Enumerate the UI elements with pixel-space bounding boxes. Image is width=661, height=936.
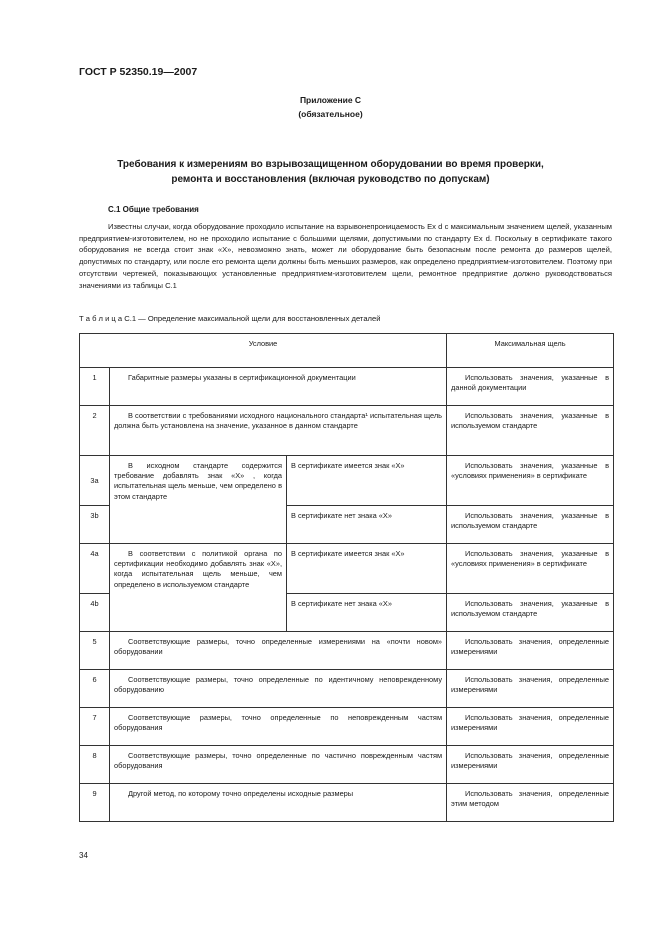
table-row xyxy=(80,670,614,708)
row-condition: Соответствующие размеры, точно определенные измерениями на «почти новом» оборудовании xyxy=(110,632,447,670)
row-result: Использовать значения, определенные измерениями xyxy=(447,746,614,784)
row-result: Использовать значения, указанные в используемом стандарте xyxy=(447,594,614,632)
row-result: Использовать значения, определенные измерениями xyxy=(447,632,614,670)
row-result: Использовать значения, определенные измерениями xyxy=(447,670,614,708)
row-number: 3b xyxy=(80,506,110,544)
row-condition: Соответствующие размеры, точно определенные по идентичному неповрежденному оборудованию xyxy=(110,670,447,708)
row-number: 2 xyxy=(80,406,110,456)
annex-main-title xyxy=(0,157,661,187)
table-row xyxy=(80,456,614,506)
row-number: 5 xyxy=(80,632,110,670)
row-subcondition: В сертификате нет знака «Х» xyxy=(287,506,447,544)
row-result: Использовать значения, определенные этим методом xyxy=(447,784,614,822)
row-result: Использовать значения, указанные в «условиях применения» в сертификате xyxy=(447,544,614,594)
row-number: 6 xyxy=(80,670,110,708)
row-condition: В исходном стандарте содержится требование добавлять знак «Х» , когда испытательная щель меньше, чем определено в этом стандарте xyxy=(110,456,287,544)
table-caption: Т а б л и ц а С.1 — Определение максимальной щели для восстановленных деталей xyxy=(79,314,381,323)
row-condition: Соответствующие размеры, точно определенные по частично поврежденным частям оборудования xyxy=(110,746,447,784)
annex-title: Приложение С xyxy=(299,95,362,105)
row-condition: Другой метод, по которому точно определены исходные размеры xyxy=(110,784,447,822)
row-number: 7 xyxy=(80,708,110,746)
row-result: Использовать значения, указанные в используемом стандарте xyxy=(447,506,614,544)
table-row xyxy=(80,746,614,784)
header-max-gap: Максимальная щель xyxy=(447,334,614,368)
row-number: 3a xyxy=(80,456,110,506)
gap-requirements-table xyxy=(79,333,614,822)
annex-main-title-line-2: ремонта и восстановления (включая руководство по допускам) xyxy=(171,174,490,185)
document-header: ГОСТ Р 52350.19—2007 xyxy=(79,66,198,78)
row-condition: Соответствующие размеры, точно определенные по неповрежденным частям оборудования xyxy=(110,708,447,746)
row-number: 8 xyxy=(80,746,110,784)
row-result: Использовать значения, определенные измерениями xyxy=(447,708,614,746)
table-row xyxy=(80,708,614,746)
row-subcondition: В сертификате нет знака «Х» xyxy=(287,594,447,632)
row-result: Использовать значения, указанные в «условиях применения» в сертификате xyxy=(447,456,614,506)
row-number: 4a xyxy=(80,544,110,594)
row-result: Использовать значения, указанные в данной документации xyxy=(447,368,614,406)
section-paragraph: Известны случаи, когда оборудование проходило испытание на взрывонепроницаемость Ex d с максимальным значением щелей, указанным предприятием-изготовителем, но не проходило испытание с большими щелями, допустимыми по стандарту Ex d. Поскольку в сертификате такого оборудования не всегда стоит знак «Х», невозможно знать, может ли оборудование быть безопасным после ремонта до размеров щелей, допустимых по стандарту, или после его ремонта щели должны быть меньших размеров, как определено предприятием-изготовителем. Поэтому при отсутствии чертежей, показывающих установленные предприятием-изготовителем щели, ремонтное предприятие должно руководствоваться значениями из таблицы С.1 xyxy=(79,222,612,290)
table-row xyxy=(80,406,614,456)
table-row xyxy=(80,368,614,406)
row-number: 9 xyxy=(80,784,110,822)
annex-status: (обязательное) xyxy=(298,109,363,119)
row-result: Использовать значения, указанные в используемом стандарте xyxy=(447,406,614,456)
annex-main-title-line-1: Требования к измерениям во взрывозащищенном оборудовании во время проверки, xyxy=(117,159,544,170)
header-condition: Условие xyxy=(80,334,447,368)
section-body xyxy=(79,221,612,291)
row-number: 1 xyxy=(80,368,110,406)
table-row xyxy=(80,784,614,822)
row-condition: В соответствии с политикой органа по сертификации необходимо добавлять знак «Х», когда испытательная щель меньше, чем определено в используемом стандарте xyxy=(110,544,287,632)
page-number: 34 xyxy=(79,851,88,860)
row-number: 4b xyxy=(80,594,110,632)
table-header-row xyxy=(80,334,614,368)
row-subcondition: В сертификате имеется знак «Х» xyxy=(287,544,447,594)
table-row xyxy=(80,544,614,594)
row-condition: Габаритные размеры указаны в сертификационной документации xyxy=(110,368,447,406)
section-heading: С.1 Общие требования xyxy=(108,205,199,214)
table-row xyxy=(80,632,614,670)
row-condition: В соответствии с требованиями исходного национального стандарта¹ испытательная щель должна быть установлена на значение, указанное в данном стандарте xyxy=(110,406,447,456)
row-subcondition: В сертификате имеется знак «Х» xyxy=(287,456,447,506)
